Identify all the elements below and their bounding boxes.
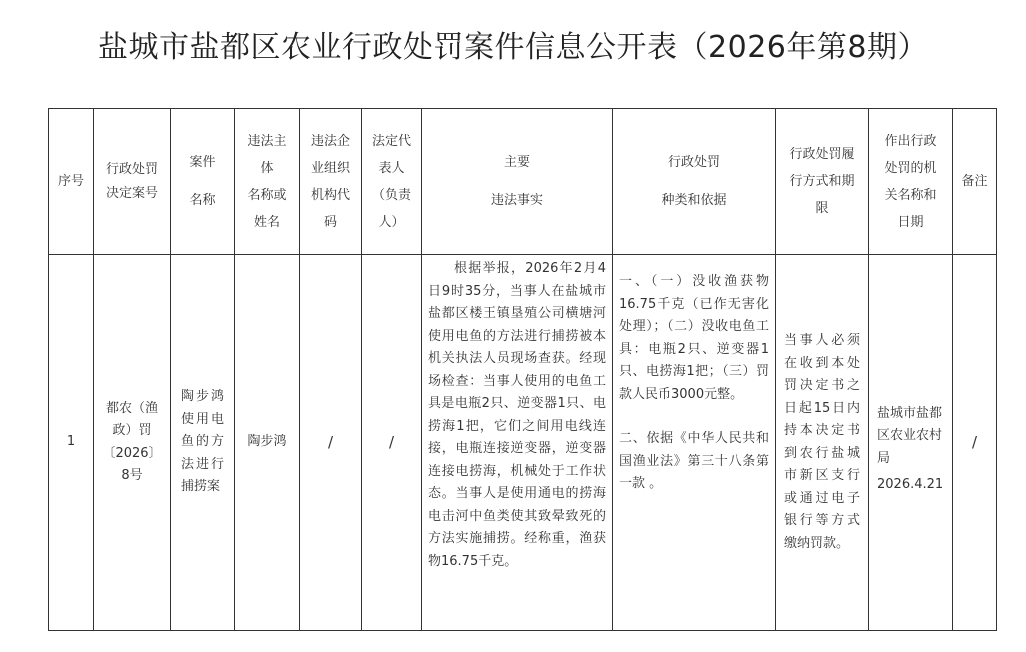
- page-title: 盐城市盐都区农业行政处罚案件信息公开表（2026年第8期）: [98, 30, 928, 65]
- header-line: 种类和依据: [661, 192, 727, 208]
- header-case-name: [171, 109, 235, 255]
- cell-seq: 1: [49, 255, 94, 631]
- decision-date: 2026.4.21: [877, 477, 944, 492]
- header-line: 违法事实: [490, 192, 543, 208]
- header-facts: [422, 109, 613, 255]
- authority-name: 盐城市盐都区农业农村局: [877, 405, 943, 466]
- header-line: 主要: [503, 154, 530, 170]
- case-no-text: 都农（渔政）罚〔2026〕8号: [102, 400, 162, 483]
- header-line: 机构代: [310, 187, 350, 203]
- cell-org-code: /: [300, 255, 362, 631]
- header-line: 业组织: [310, 160, 350, 176]
- header-line: 作出行政: [884, 133, 937, 149]
- header-remark: [953, 109, 997, 255]
- header-line: 处罚的机: [884, 160, 937, 176]
- penalty-info-table: [48, 108, 997, 631]
- header-subject: [235, 109, 300, 255]
- header-line: 法定代: [371, 133, 411, 149]
- header-penalty: [613, 109, 776, 255]
- header-line: （负责: [371, 187, 411, 203]
- header-line: 案件: [189, 154, 216, 170]
- header-seq: [49, 109, 94, 255]
- header-line: 关名称和: [884, 187, 937, 203]
- header-line: 人）: [378, 214, 405, 230]
- header-payment: [776, 109, 869, 255]
- header-line: 备注: [961, 173, 988, 189]
- header-line: 名称: [189, 192, 216, 208]
- facts-text: 根据举报，2026年2月4日9时35分，当事人在盐城市盐都区楼王镇垦殖公司横塘河使用电鱼的方法进行捕捞被本机关执法人员现场查获。经现场检查：当事人使用的电鱼工具是电瓶2只、逆变器1只、电捞海1把，它们之间用电线连接，电瓶连接逆变器，逆变器连接电捞海，机械处于工作状态。当事人是使用通电的捞海电击河中鱼类使其致晕致死的方法实施捕捞。经称重，渔获物16.75千克。: [428, 261, 606, 569]
- header-authority: [869, 109, 953, 255]
- header-line: 码: [323, 214, 337, 230]
- header-line: 违法主: [247, 133, 287, 149]
- header-line: 姓名: [253, 214, 280, 230]
- table-header-row: [49, 109, 997, 255]
- penalty-part-2: 二、依据《中华人民共和国渔业法》第三十八条第一款 。: [619, 431, 769, 491]
- cell-case-no: [94, 255, 171, 631]
- cell-case-name: [171, 255, 235, 631]
- cell-facts: [422, 255, 613, 631]
- header-legal-rep: [362, 109, 422, 255]
- cell-penalty: [613, 255, 776, 631]
- header-line: 违法企: [310, 133, 350, 149]
- payment-text: 当事人必须在收到本处罚决定书之日起15日内持本决定书到农行盐城市新区支行或通过电子银行等方式缴纳罚款。: [784, 333, 860, 551]
- header-line: 日期: [897, 214, 924, 230]
- header-line: 行政处罚: [105, 161, 158, 177]
- table-row: [49, 255, 997, 631]
- header-line: 名称或: [247, 187, 287, 203]
- cell-remark: /: [953, 255, 997, 631]
- header-line: 行方式和期: [789, 174, 855, 189]
- cell-authority: [869, 255, 953, 631]
- header-line: 体: [260, 160, 274, 176]
- header-line: 限: [815, 201, 829, 216]
- penalty-part-1: 一、（一）没收渔获物16.75千克（已作无害化处理）；（二）没收电鱼工具：电瓶2只、逆变器1只、电捞海1把；（三）罚款人民币3000元整。: [619, 274, 769, 402]
- header-line: 行政处罚履: [789, 147, 855, 162]
- header-case-no: [94, 109, 171, 255]
- header-line: 行政处罚: [667, 154, 720, 170]
- cell-subject: 陶步鸿: [235, 255, 300, 631]
- header-org-code: [300, 109, 362, 255]
- cell-legal-rep: /: [362, 255, 422, 631]
- header-line: 序号: [57, 173, 84, 189]
- header-line: 表人: [378, 160, 405, 176]
- case-name-text: 陶步鸿使用电鱼的方法进行捕捞案: [181, 389, 224, 495]
- cell-payment: [776, 255, 869, 631]
- header-line: 决定案号: [105, 185, 158, 201]
